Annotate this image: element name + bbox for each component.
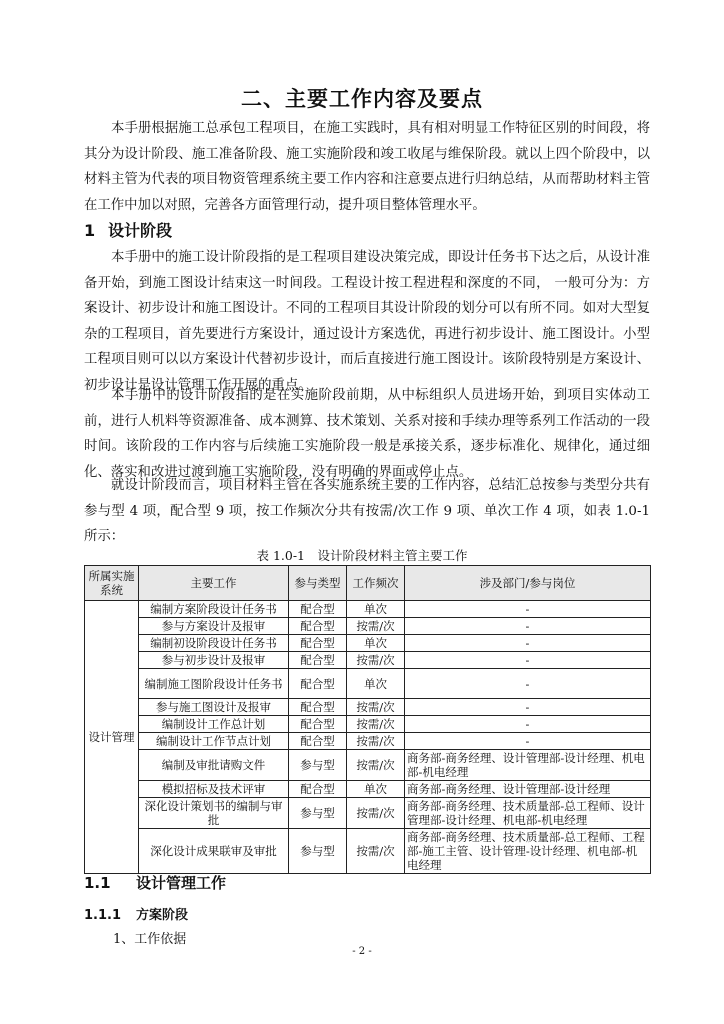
department-cell: -	[405, 635, 651, 652]
header-system: 所属实施系统	[85, 566, 139, 601]
work-table	[84, 565, 651, 874]
work-cell: 深化设计成果联审及审批	[139, 829, 289, 874]
type-cell: 参与型	[289, 798, 347, 829]
frequency-cell: 单次	[347, 781, 405, 798]
body-paragraph: 本手册中的施工设计阶段指的是工程项目建设决策完成，即设计任务书下达之后，从设计准备开始，到施工图设计结束这一时间段。工程设计按工程进程和深度的不同， 一般可分为：方案设计、初步设计和施工图设计。不同的工程项目其设计阶段的划分可以有所不同。如对大型复杂的工程项目，首先要进行方案设计，通过设计方案选优，再进行初步设计、施工图设计。小型工程项目则可以以方案设计代替初步设计，而后直接进行施工图设计。该阶段特别是方案设计、初步设计是设计管理工作开展的重点。	[84, 250, 650, 393]
type-cell: 配合型	[289, 699, 347, 716]
table-header-row	[85, 566, 651, 601]
frequency-cell: 按需/次	[347, 652, 405, 669]
work-cell: 参与初步设计及报审	[139, 652, 289, 669]
table-row	[85, 635, 651, 652]
table-row	[85, 829, 651, 874]
frequency-cell: 按需/次	[347, 733, 405, 750]
work-cell: 编制施工图阶段设计任务书	[139, 669, 289, 699]
type-cell: 配合型	[289, 733, 347, 750]
table-row	[85, 652, 651, 669]
frequency-cell: 按需/次	[347, 618, 405, 635]
frequency-cell: 单次	[347, 601, 405, 618]
list-item: 1、工作依据	[113, 932, 187, 947]
table-row	[85, 750, 651, 781]
page-title: 二、主要工作内容及要点	[241, 87, 483, 111]
work-cell: 编制方案阶段设计任务书	[139, 601, 289, 618]
work-cell: 参与施工图设计及报审	[139, 699, 289, 716]
type-cell: 配合型	[289, 601, 347, 618]
department-cell: -	[405, 669, 651, 699]
department-cell: -	[405, 652, 651, 669]
work-cell: 深化设计策划书的编制与审批	[139, 798, 289, 829]
type-cell: 参与型	[289, 829, 347, 874]
type-cell: 参与型	[289, 750, 347, 781]
section-title: 设计阶段	[108, 221, 173, 240]
table-row	[85, 781, 651, 798]
section-number: 1	[84, 221, 96, 240]
type-cell: 配合型	[289, 669, 347, 699]
frequency-cell: 单次	[347, 635, 405, 652]
type-cell: 配合型	[289, 635, 347, 652]
type-cell: 配合型	[289, 618, 347, 635]
table-row	[85, 618, 651, 635]
department-cell: -	[405, 699, 651, 716]
work-cell: 参与方案设计及报审	[139, 618, 289, 635]
table-row	[85, 699, 651, 716]
frequency-cell: 按需/次	[347, 716, 405, 733]
body-paragraph: 本手册中的设计阶段指的是在实施阶段前期，从中标组织人员进场开始，到项目实体动工前，进行人机料等资源准备、成本测算、技术策划、关系对接和手续办理等系列工作活动的一段时间。该阶段的工作内容与后续施工实施阶段一般是承接关系，逐步标准化、规律化，通过细化、落实和改进过渡到施工实施阶段，没有明确的界面或停止点。	[84, 388, 650, 480]
department-cell: -	[405, 733, 651, 750]
frequency-cell: 按需/次	[347, 699, 405, 716]
work-cell: 模拟招标及技术评审	[139, 781, 289, 798]
type-cell: 配合型	[289, 716, 347, 733]
department-cell: 商务部-商务经理、设计管理部-设计经理	[405, 781, 651, 798]
table-row	[85, 798, 651, 829]
table-row	[85, 716, 651, 733]
department-cell: -	[405, 618, 651, 635]
table-row	[85, 733, 651, 750]
frequency-cell: 按需/次	[347, 798, 405, 829]
section-heading	[84, 218, 172, 241]
department-cell: -	[405, 601, 651, 618]
department-cell: 商务部-商务经理、技术质量部-总工程师、设计管理部-设计经理、机电部-机电经理	[405, 798, 651, 829]
subsubsection-number: 1.1.1	[84, 908, 122, 923]
subsection-title: 设计管理工作	[136, 874, 227, 892]
body-paragraph: 就设计阶段而言，项目材料主管在各实施系统主要的工作内容，总结汇总按参与类型分共有参与型 4 项，配合型 9 项，按工作频次分共有按需/次工作 9 项、单次工作 4 项，如表 1.0-1 所示：	[84, 478, 650, 544]
header-work: 主要工作	[139, 566, 289, 601]
page-number: - 2 -	[352, 946, 372, 957]
type-cell: 配合型	[289, 781, 347, 798]
department-cell: 商务部-商务经理、技术质量部-总工程师、工程部-施工主管、设计管理-设计经理、机电部-机电经理	[405, 829, 651, 874]
department-cell: -	[405, 716, 651, 733]
header-type: 参与类型	[289, 566, 347, 601]
subsection-heading	[84, 872, 226, 893]
subsubsection-heading	[84, 904, 188, 923]
work-cell: 编制及审批请购文件	[139, 750, 289, 781]
work-cell: 编制初设阶段设计任务书	[139, 635, 289, 652]
header-department: 涉及部门/参与岗位	[405, 566, 651, 601]
system-cell: 设计管理	[85, 601, 139, 874]
type-cell: 配合型	[289, 652, 347, 669]
intro-paragraph: 本手册根据施工总承包工程项目，在施工实践时，具有相对明显工作特征区别的时间段，将其分为设计阶段、施工准备阶段、施工实施阶段和竣工收尾与维保阶段。就以上四个阶段中，以材料主管为代表的项目物资管理系统主要工作内容和注意要点进行归纳总结，从而帮助材料主管在工作中加以对照，完善各方面管理行动，提升项目整体管理水平。	[84, 121, 650, 213]
subsection-number: 1.1	[84, 874, 111, 892]
frequency-cell: 单次	[347, 669, 405, 699]
frequency-cell: 按需/次	[347, 829, 405, 874]
table-row	[85, 601, 651, 618]
table-row	[85, 669, 651, 699]
subsubsection-title: 方案阶段	[136, 908, 189, 923]
header-frequency: 工作频次	[347, 566, 405, 601]
work-cell: 编制设计工作总计划	[139, 716, 289, 733]
department-cell: 商务部-商务经理、设计管理部-设计经理、机电部-机电经理	[405, 750, 651, 781]
table-caption: 表 1.0-1 设计阶段材料主管主要工作	[256, 548, 468, 563]
frequency-cell: 按需/次	[347, 750, 405, 781]
work-cell: 编制设计工作节点计划	[139, 733, 289, 750]
